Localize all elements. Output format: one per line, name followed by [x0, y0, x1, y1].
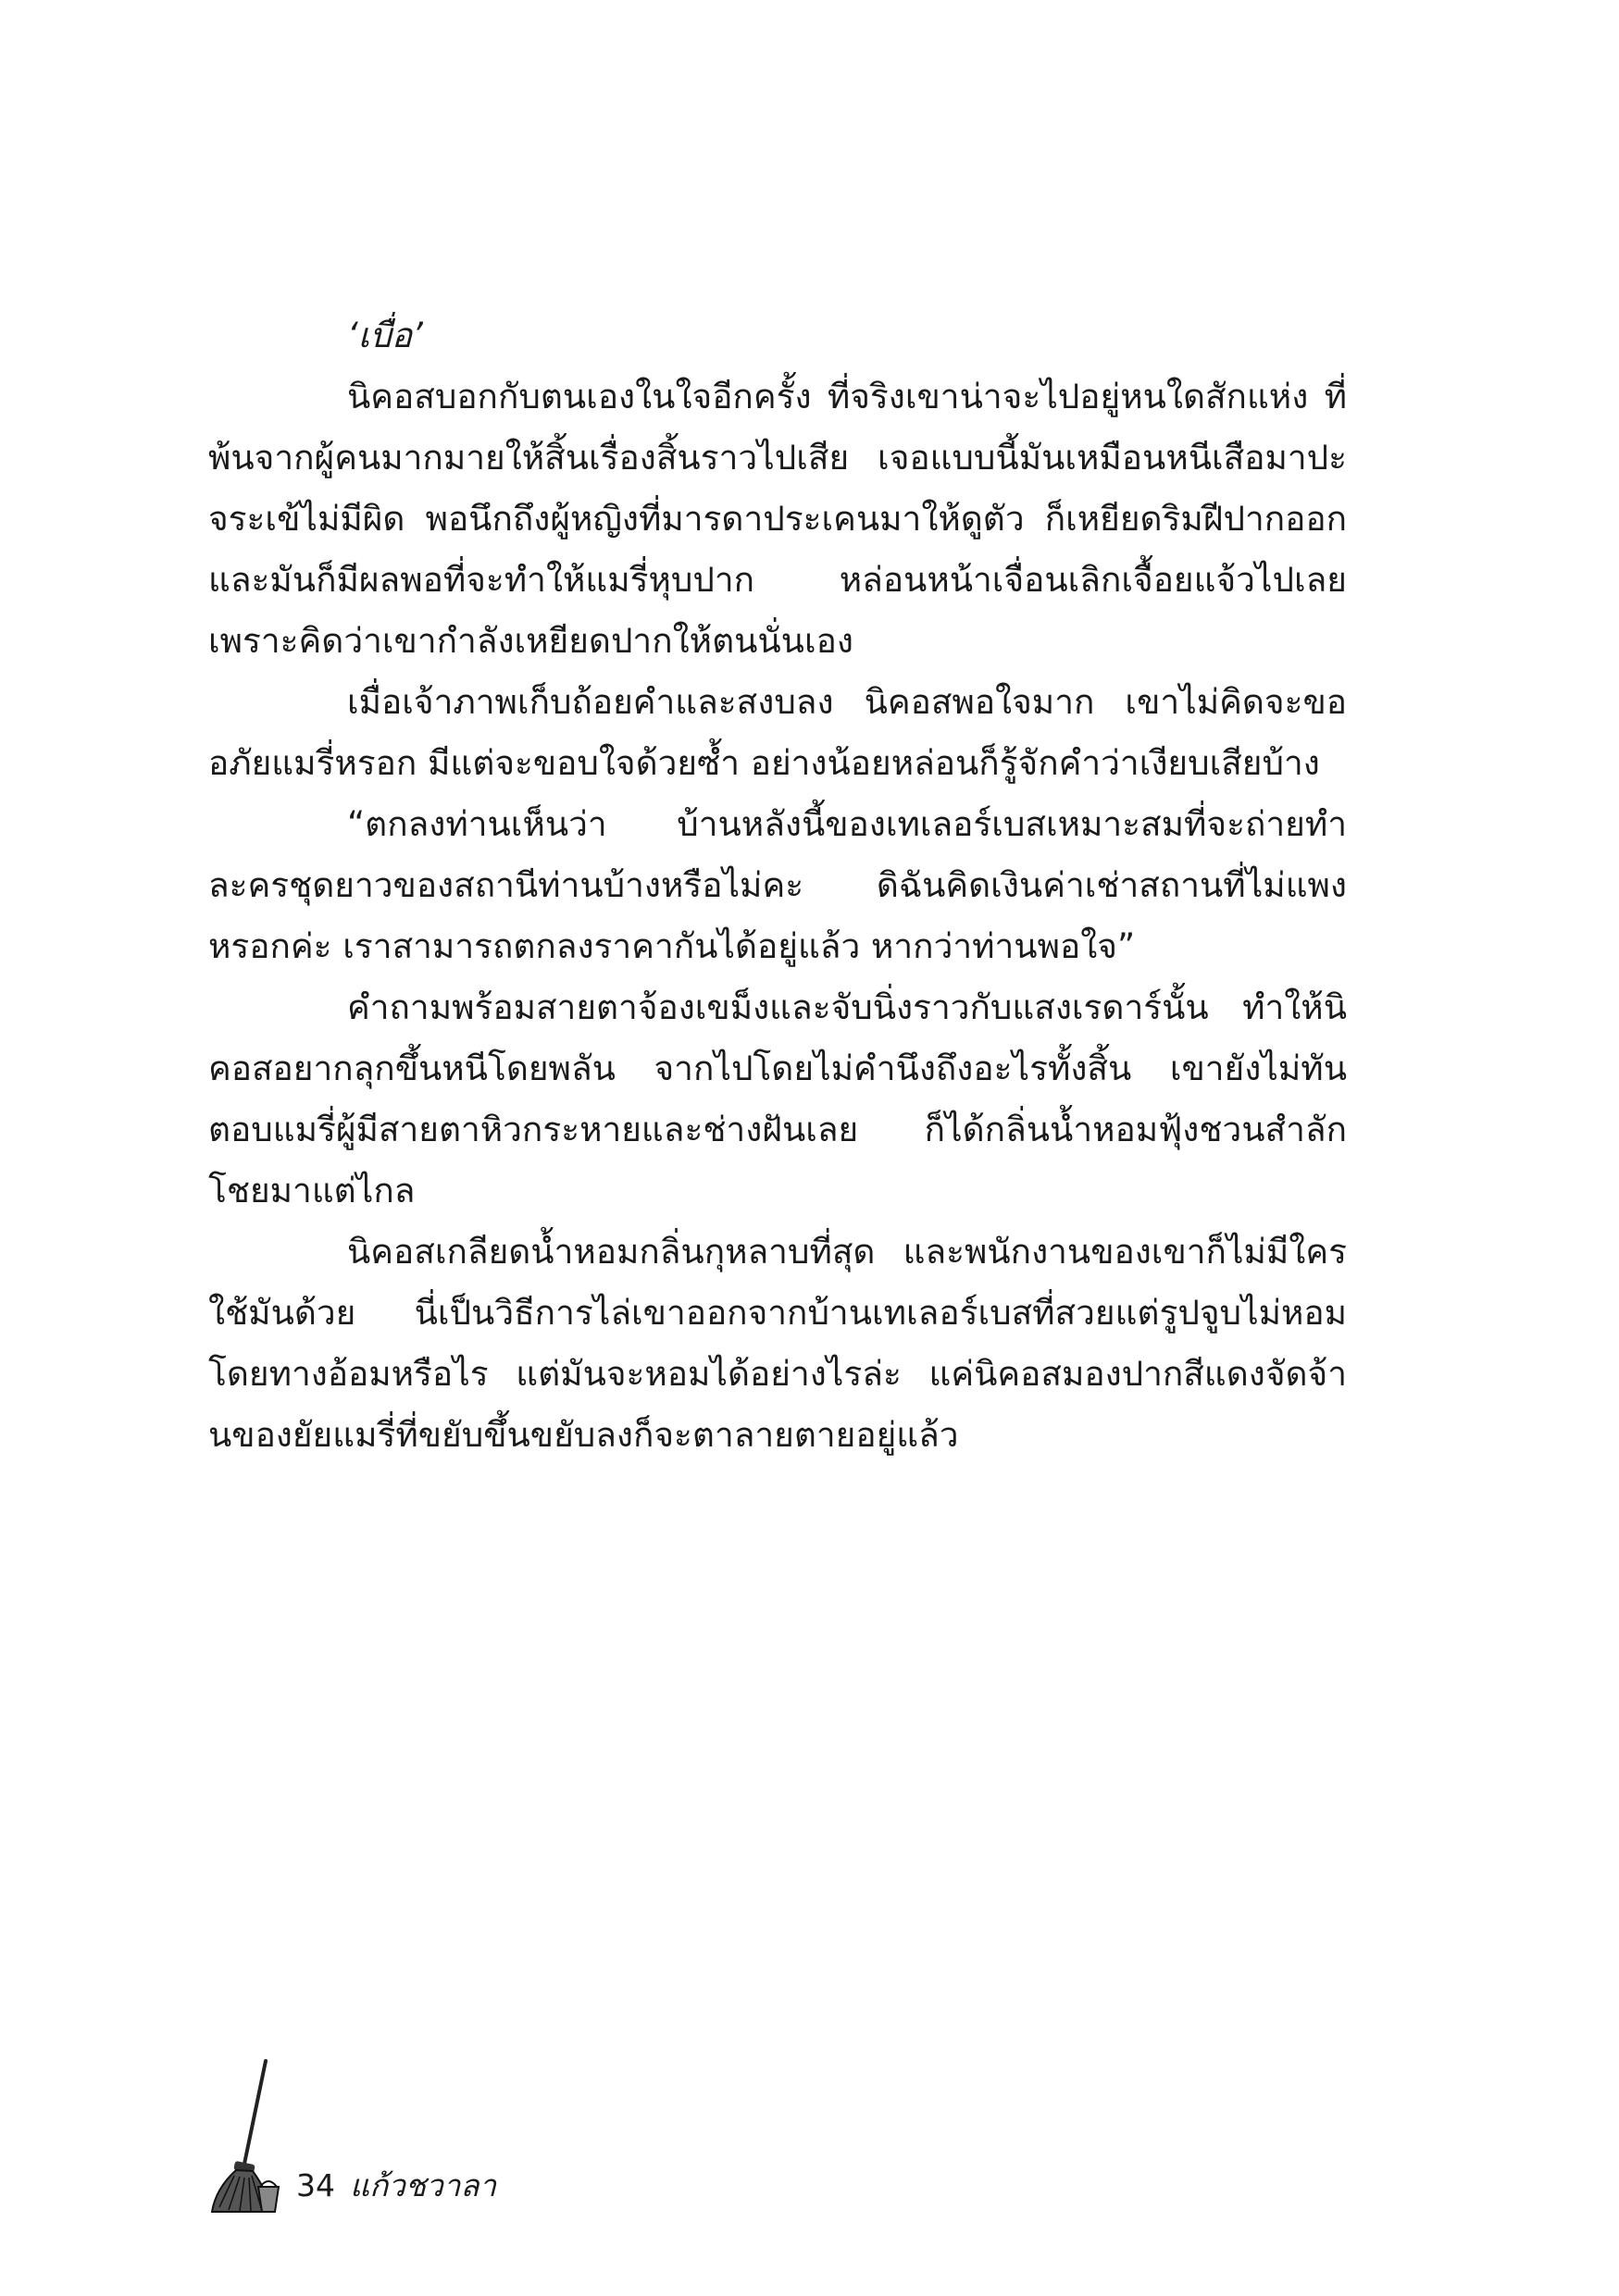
page-number: 34 — [296, 2167, 335, 2203]
book-title: แก้วชวาลา — [350, 2167, 496, 2203]
paragraph-1: ‘เบื่อ’ — [347, 316, 423, 355]
paragraph-4: “ตกลงท่านเห็นว่า บ้านหลังนี้ของเทเลอร์เบสเหมาะสมที่จะถ่ายทำละครชุดยาวของสถานีท่านบ้างหรือไม่คะ ดิฉันคิดเงินค่าเช่าสถานที่ไม่แพงหรอกค่ะ เราสามารถตกลงราคากันได้อยู่แล้ว หากว่าท่านพอใจ” — [208, 804, 1347, 966]
paragraph-5: คำถามพร้อมสายตาจ้องเขม็งและจับนิ่งราวกับแสงเรดาร์นั้น ทำให้นิคอสอยากลุกขึ้นหนีโดยพลัน จากไปโดยไม่คำนึงถึงอะไรทั้งสิ้น เขายังไม่ทันตอบแมรี่ผู้มีสายตาหิวกระหายและช่างฝันเลย ก็ได้กลิ่นน้ำหอมฟุ้งชวนสำลักโชยมาแต่ไกล — [208, 987, 1347, 1210]
body-text — [208, 305, 1347, 1466]
paragraph-6: นิคอสเกลียดน้ำหอมกลิ่นกุหลาบที่สุด และพนักงานของเขาก็ไม่มีใครใช้มันด้วย นี่เป็นวิธีการไล่เขาออกจากบ้านเทเลอร์เบสที่สวยแต่รูปจูบไม่หอมโดยทางอ้อมหรือไร แต่มันจะหอมได้อย่างไรล่ะ แค่นิคอสมองปากสีแดงจัดจ้านของยัยแมรี่ที่ขยับขึ้นขยับลงก็จะตาลายตายอยู่แล้ว — [208, 1232, 1347, 1455]
broom-icon — [208, 2059, 292, 2216]
page-footer — [208, 2059, 764, 2216]
paragraph-2: นิคอสบอกกับตนเองในใจอีกครั้ง ที่จริงเขาน่าจะไปอยู่หนใดสักแห่ง ที่พ้นจากผู้คนมากมายให้สิ้นเรื่องสิ้นราวไปเสีย เจอแบบนี้มันเหมือนหนีเสือมาปะจระเข้ไม่มีผิด พอนึกถึงผู้หญิงที่มารดาประเคนมาให้ดูตัว ก็เหยียดริมฝีปากออก และมันก็มีผลพอที่จะทำให้แมรี่หุบปาก หล่อนหน้าเจื่อนเลิกเจื้อยแจ้วไปเลย เพราะคิดว่าเขากำลังเหยียดปากให้ตนนั่นเอง — [208, 377, 1347, 661]
paragraph-3: เมื่อเจ้าภาพเก็บถ้อยคำและสงบลง นิคอสพอใจมาก เขาไม่คิดจะขออภัยแมรี่หรอก มีแต่จะขอบใจด้วยซ้ำ อย่างน้อยหล่อนก็รู้จักคำว่าเงียบเสียบ้าง — [208, 682, 1347, 783]
